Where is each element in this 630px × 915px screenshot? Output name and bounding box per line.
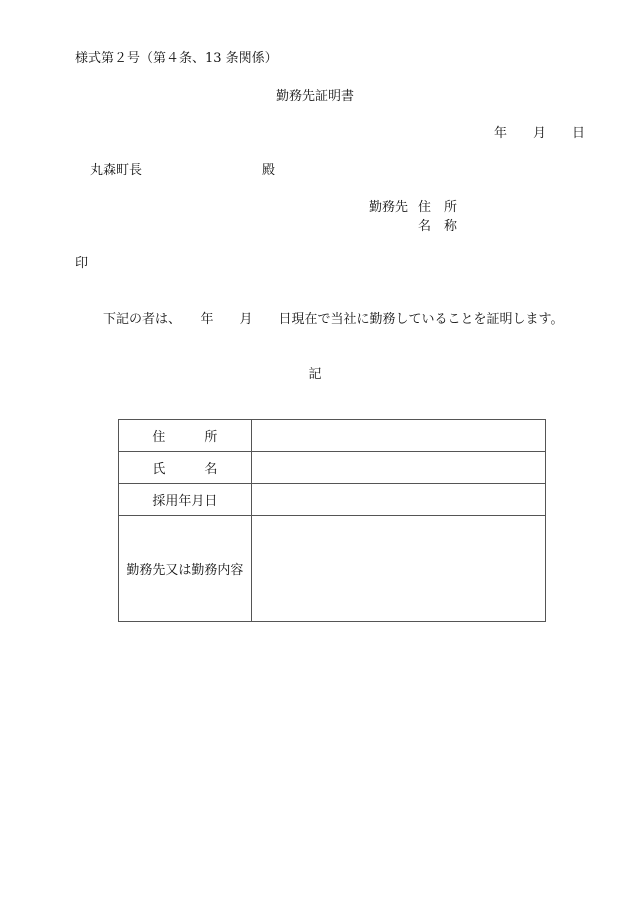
date-year-label: 年 xyxy=(494,126,508,141)
seal-label: 印 xyxy=(75,256,89,271)
addressee-name: 丸森町長 xyxy=(90,163,143,178)
row-label-hire-date: 採用年月日 xyxy=(119,484,252,516)
row-value-name[interactable] xyxy=(251,452,545,484)
ki-heading: 記 xyxy=(308,367,322,382)
employer-address-label: 住 所 xyxy=(418,200,458,215)
row-label-name: 氏 名 xyxy=(119,452,252,484)
row-label-workplace: 勤務先又は勤務内容 xyxy=(119,516,252,622)
row-value-hire-date[interactable] xyxy=(251,484,545,516)
certification-statement: 下記の者は、 年 月 日現在で当社に勤務していることを証明します。 xyxy=(103,312,564,327)
date-line xyxy=(494,126,585,142)
document-title: 勤務先証明書 xyxy=(275,89,354,104)
table-row xyxy=(119,484,546,516)
date-month-label: 月 xyxy=(533,126,547,141)
addressee-honorific: 殿 xyxy=(262,163,276,178)
row-label-address: 住 所 xyxy=(119,420,252,452)
row-value-address[interactable] xyxy=(251,420,545,452)
employer-label: 勤務先 xyxy=(369,200,409,215)
date-day-label: 日 xyxy=(572,126,586,141)
row-value-workplace[interactable] xyxy=(251,516,545,622)
table-row xyxy=(119,420,546,452)
form-number: 様式第２号（第４条、13 条関係） xyxy=(75,51,278,66)
employer-name-label: 名 称 xyxy=(418,219,458,234)
table-row xyxy=(119,516,546,622)
table-row xyxy=(119,452,546,484)
info-table xyxy=(118,419,546,622)
